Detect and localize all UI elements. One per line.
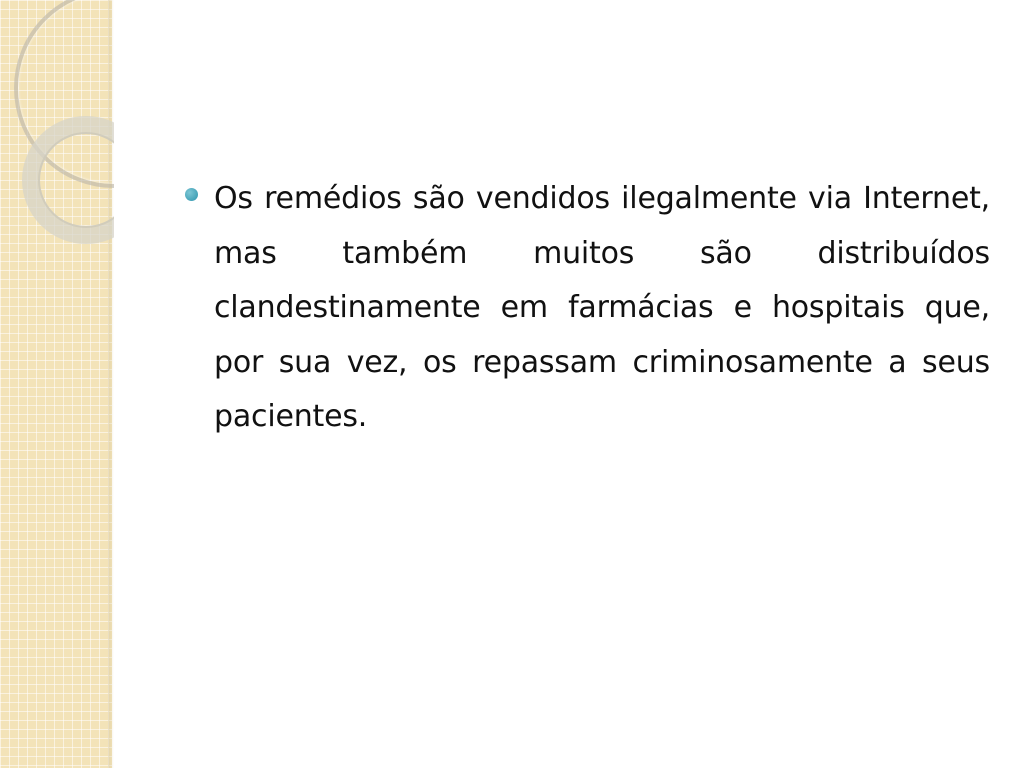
bullet-dot-icon — [185, 188, 198, 201]
bullet-text: Os remédios são vendidos ilegalmente via Internet, mas também muitos são distribuídos clandestinamente em farmácias e hospitais que, por sua vez, os repassam criminosamente a seus pacientes. — [214, 181, 990, 434]
slide-content — [182, 172, 990, 445]
bullet-item — [182, 172, 990, 445]
